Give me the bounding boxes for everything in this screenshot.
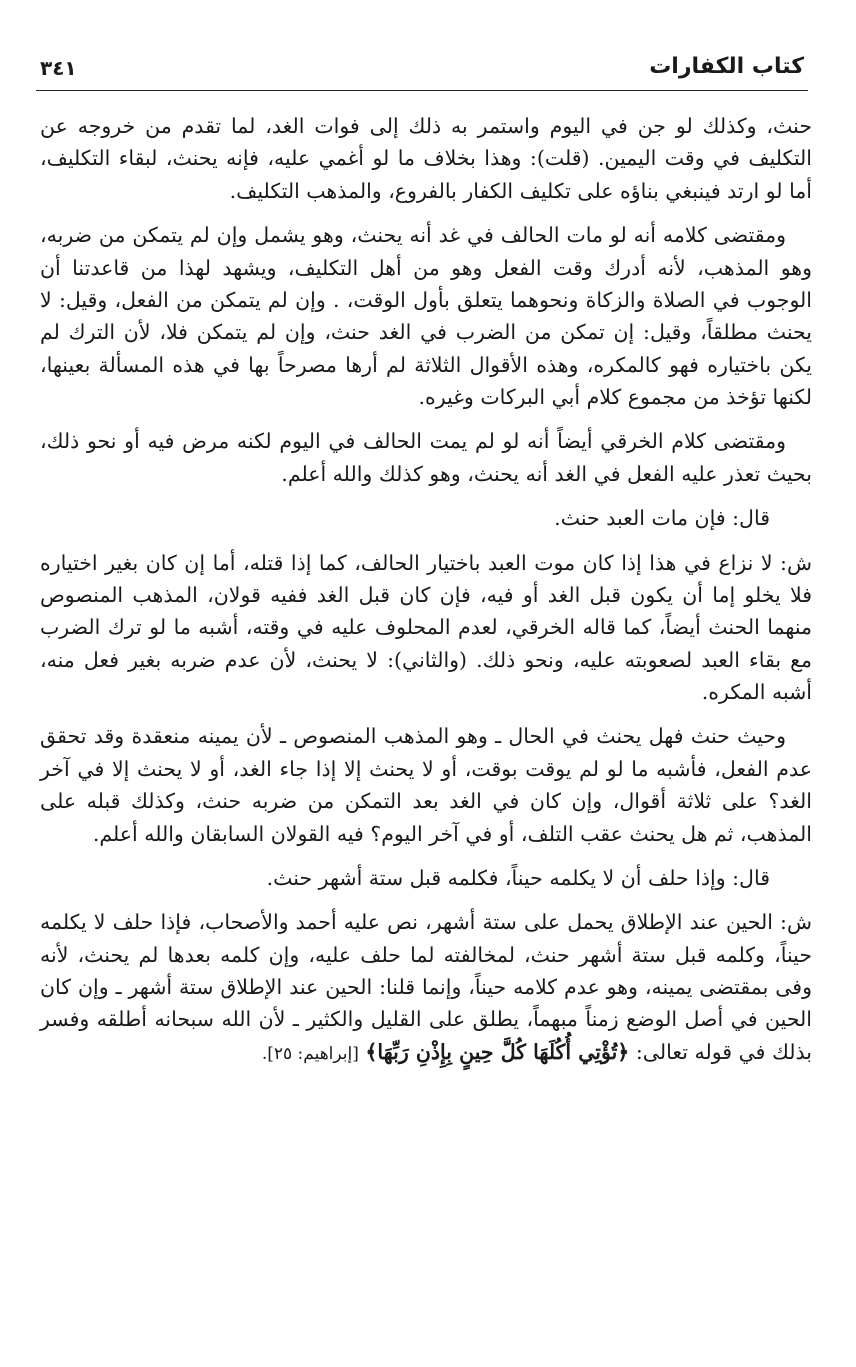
paragraph-8-text: ش: الحين عند الإطلاق يحمل على ستة أشهر، نص عليه أحمد والأصحاب، فإذا حلف لا يكلمه حيناً، وكلمه قبل ستة أشهر حنث، لمخالفته لما حلف عليه، وإن كلمه بعدها لم يحنث، لأنه وفى بمقتضى يمينه، وهو عدم كلامه حيناً، وإنما قلنا: الحين عند الإطلاق ستة أشهر ـ وإن كان الحين في أصل الوضع زمناً مبهماً، يطلق على القليل والكثير ـ لأن الله سبحانه أطلقه وفسر بذلك في قوله تعالى: bbox=[40, 910, 812, 1064]
page-body bbox=[40, 110, 812, 1080]
paragraph-5: ش: لا نزاع في هذا إذا كان موت العبد باختيار الحالف، كما إذا قتله، أما إن كان بغير اختياره فلا يخلو إما أن يكون قبل الغد أو فيه، فإن كان قبل الغد ففيه قولان، المذهب المنصوص منهما الحنث أيضاً، كما قاله الخرقي، لعدم المحلوف عليه في وقته، أشبه ما لو ترك الضرب مع بقاء العبد لصعوبته عليه، ونحو ذلك. (والثاني): لا يحنث، لأن عدم ضربه بغير فعل منه، أشبه المكره. bbox=[40, 550, 812, 704]
page-number: ٣٤١ bbox=[40, 56, 77, 80]
paragraph-7-quote: قال: وإذا حلف أن لا يكلمه حيناً، فكلمه قبل ستة أشهر حنث. bbox=[266, 865, 770, 890]
paragraph-4-quote: قال: فإن مات العبد حنث. bbox=[554, 506, 770, 531]
book-title: كتاب الكفارات bbox=[649, 54, 804, 79]
paragraph-8 bbox=[40, 906, 812, 1068]
paragraph-6: وحيث حنث فهل يحنث في الحال ـ وهو المذهب المنصوص ـ لأن يمينه منعقدة وقد تحقق عدم الفعل، فأشبه ما لو لم يوقت بوقت، أو لا يحنث إلا إذا جاء الغد، أو لا يحنث إلا في آخر الغد؟ على ثلاثة أقوال، وإن كان في الغد بعد التمكن من ضربه حنث، وكذلك قبله على المذهب، ثم هل يحنث عقب التلف، أو في آخر اليوم؟ فيه القولان السابقان والله أعلم. bbox=[40, 724, 812, 846]
paragraph-1: حنث، وكذلك لو جن في اليوم واستمر به ذلك إلى فوات الغد، لما تقدم من خروجه عن التكليف في وقت اليمين. (قلت): وهذا بخلاف ما لو أغمي عليه، فإنه يحنث، لبقاء التكليف، أما لو ارتد فينبغي بناؤه على تكليف الكفار بالفروع، والمذهب التكليف. bbox=[40, 114, 812, 203]
quran-verse: ﴿تُؤْتِي أُكُلَهَا كُلَّ حِينٍ بِإِذْنِ رَبِّهَا﴾ bbox=[365, 1039, 630, 1064]
page-header bbox=[36, 50, 808, 91]
verse-reference: [إبراهيم: ٢٥]. bbox=[261, 1043, 359, 1064]
paragraph-2: ومقتضى كلامه أنه لو مات الحالف في غد أنه يحنث، وهو يشمل وإن لم يتمكن من ضربه، وهو المذهب، لأنه أدرك وقت الفعل وهو من أهل التكليف، ويشهد لهذا من قاعدتنا أن الوجوب في الصلاة والزكاة ونحوهما يتعلق بأول الوقت، . وإن لم يتمكن من الفعل، وقيل: لا يحنث مطلقاً، وقيل: إن تمكن من الضرب في الغد حنث، وإن لم يتمكن فلا، لأن الترك لم يكن باختياره فهو كالمكره، وهذه الأقوال الثلاثة لم أرها مصرحاً بها في هذه المسألة بعينها، لكنها تؤخذ من مجموع كلام أبي البركات وغيره. bbox=[40, 223, 812, 409]
paragraph-3: ومقتضى كلام الخرقي أيضاً أنه لو لم يمت الحالف في اليوم لكنه مرض فيه أو نحو ذلك، بحيث تعذر عليه الفعل في الغد أنه يحنث، وهو كذلك والله أعلم. bbox=[40, 429, 812, 486]
